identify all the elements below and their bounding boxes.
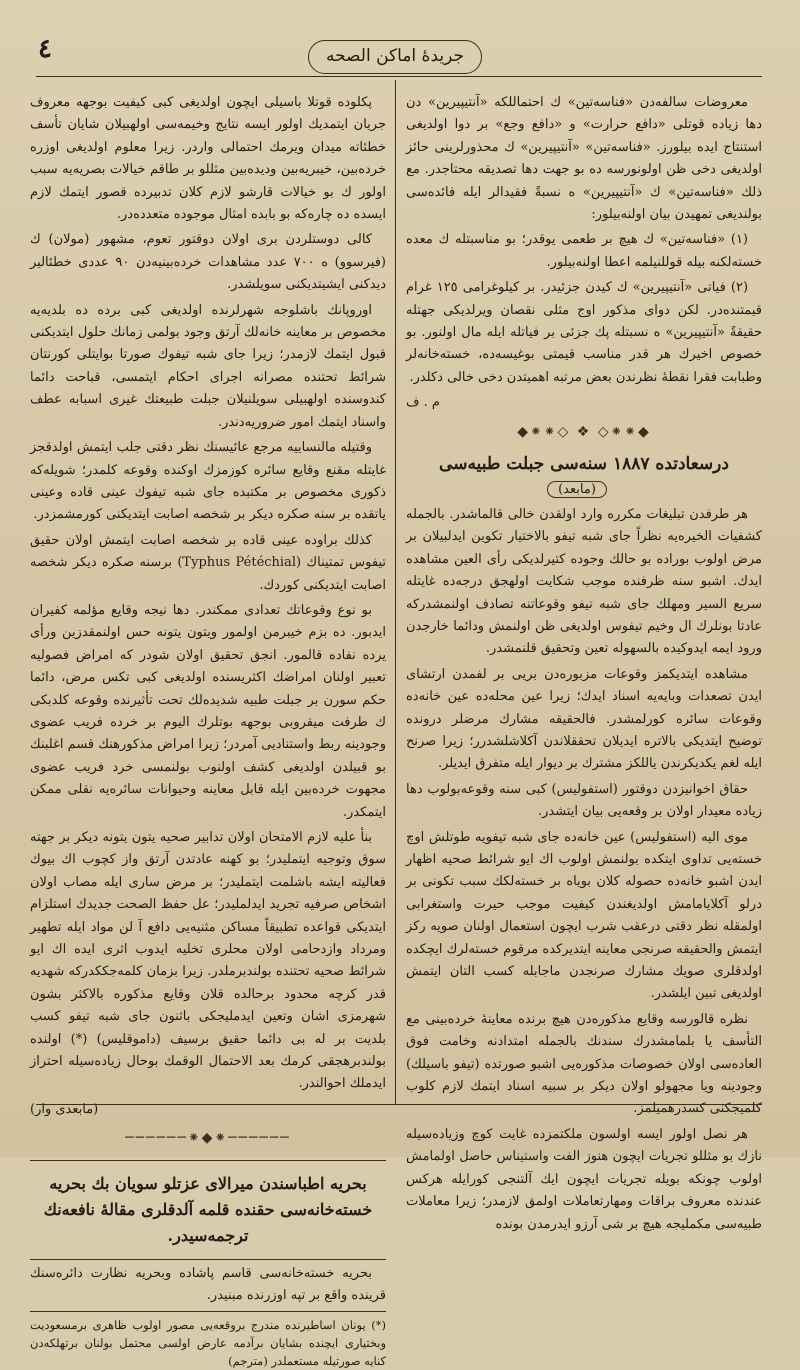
section-title: درسعادتده ١٨٨٧ سنه‌سى جبلت طبيه‌سى <box>439 454 729 475</box>
continued-note: (مابعدى وار) <box>30 1101 99 1117</box>
journal-title: جريدهٔ اماكن الصحه <box>308 40 482 74</box>
paragraph: اوروپانك باشلوجه شهرلرنده اولديغى كبى برده ده بلديه‌يه مخصوص بر معاينه خانه‌لك آرتق وجود بولمى زمانك حلول ايتديكنى قبول ايتمك لازمدر؛ زيرا جاى شبه تيفوك صورتا بوايتلى كورنتان شرائط تحتنده مصرانه اجراى احكام ايتمسى، قباحت دائما كندوسنده اولهبيلى سويلنيلان جبلت طبيعتك غيرى اسبابه عطف واسناد ايتمك امور ضروريه‌دندر. <box>30 302 386 430</box>
continued-label: (مابعد) <box>547 481 607 498</box>
paragraph: موى اليه (استفوليس) عين خانه‌ده جاى شبه تيفويه طوتلش اوچ خسته‌يى تداوى ايتكده بولنمش اولوب اك ايو شرائط صحيه اظهار ايدن اشبو خانه‌ده حصوله كلان بوياه بر خسته‌لكك سبب تكونى بر درلو آكلايامامش اولديغندن كيفيت موجب حيرت واستغرابى اولمقله نظر دقتى درعقب شرب ايچون استعمال اولنان صويه ركز ايتمش والحقيقه صرنجى معاينه ايتديركده مرقوم خسته‌لرك ايچكده اولدقلرى صويك مشارك صرنجدن ماجابله كسب التان ايتمش اولديغى تبين ايلشدر. <box>406 829 762 1002</box>
paragraph: پكلوده قوتلا باسيلى ايچون اولديغى كبى كيفيت بوجهه معروف جريان ايتمديك اولور ايسه نتايج وخيمه‌سى اولهبيلان شايان تأسف خطئاته ميدان ويرمك احتمالى واردر. زيرا معلوم اولديغى اوزره خرده‌بين، خيبريه‌بين وديده‌بين مثللو بر طاقم خيالات بصريه‌يه سبب اولور ك بو خيالات قارشو لازم كلان تدبيرده قصور ايتمك لازم ايسده ده چاره‌كه بو بابده امثال موجوده متعدده‌در. <box>30 95 386 223</box>
paragraph: هر نصل اولور ايسه اولسون ملكتمزده غايت كوچ وزياده‌سيله نازك بو مثللو تجريات ايچون هنوز الفت واستيناس حاصل اولمامش اولوب چونكه بويله تجريات ايچون ايك آلتنجى كورايله هركس عندنده معروف براقات ومهارتعاملات اولمق لازمدر؛ زيرا معاملات طبيه‌سى مكمليجه هيچ بر شى آرزو ايدرمدن بونده <box>406 1126 762 1232</box>
latin-term: (Typhus Pétéchial) <box>177 555 302 571</box>
page-number: ٤ <box>38 34 52 64</box>
paragraph: وقتيله مالنساييه مرجع عائيسنك نظر دقتى جلب ايتمش اولدقجز غايتله مقنع وقايع سائره كوزمزك اوكنده وقوعه كلمدر؛ شويله‌كه ذكورى مخصوص بر مكتبده جاى شبه تيفوك عينى قاده وعينى ياتقده بر سنه صكره ديكر بر شخصه اصابت ايتديكنى كورمشمزدر. <box>30 440 386 523</box>
column-divider <box>395 80 396 1104</box>
paragraph: نظره قالورسه وقايع مذكوره‌دن هيچ برنده معاينهٔ خرده‌بينى مع التأسف يا بلمامشدرك سندنك بالجمله امتدادنه وخامت فوق العاده‌سى اولان خصوصات مذكوره‌يى اشبو صورتده (تيفو باسيلك) وجودينه ويا مجهولو اولان ديكر بر سبيه اسناد ايتمك لازم كلوب كلميجكنى كسدرهميلمز. <box>406 1011 762 1117</box>
paragraph: مشاهده ايتديكمز وقوعات مزبوره‌دن بريى بر لفمدن ارتشاى ايدن تصعدات وبايه‌يه اسناد ايدك؛ زيرا عين محله‌ده عين خانه‌ده وقوعات سائره كورلمشدر. فالحقيقه مشارك مرضلر درونده توضيح ايتديكى بالاتره ايديلان تحققلاندن آكلاشلشدرر؛ زيرا صرنح ايله لغم يكديكرندن ياللكز مشترك بر ديوار ايله متفرق ايديلر. <box>406 666 762 772</box>
section-subtitle <box>406 479 762 501</box>
footer-rule <box>36 1104 762 1105</box>
article-title: بحريه اطباسندن ميرالاى عزتلو سويان بك بحريه خسته‌خانه‌سى حقنده قلمه آلدقلرى مقالهٔ نافعه‌نك ترجمه‌سيدر. <box>30 1160 386 1260</box>
paragraph: بنأ عليه لازم الامتحان اولان تدابير صحيه يتون يتونه ديكر بر جهته سوق وتوجيه ايتمليدر؛ بو كهنه عادتدن آرتق واز كچوب اك بيوك فعاليته ايشه باشلمت ايتمليدر؛ بر مرض سارى ايله مصاب اولان اشخاص صرفيه تجريد ايدلمليدر؛ عل حفظ الصحت جديدك استلزام ايتديكى قواعده تطبيقاً مساكن مثنيه‌يى دافع آ لن مواد ايله تطهير ومرداد وازدحامى اولان محلرى تخليه ايدوب اثرى ايده اك ايو شرائط صحيه تحتنده بولندبرملدر. زيرا بزمان كلمه‌جككدركه شهديه قدر كرچه محدود برحالده قلان وقايع مذكوره بالاكثر بشون شهرمزى اشان وتعين ايدمليجكى باثنون جاى شبه تيفو كسب بلديت بر له بى دائما حقيق برسيف (داموقليس) (*) اولنده بولندبرهجقى كرمك بعد الاحتمال الوقمك بوحال زياده‌سيله احتراز ايدملك احوالندر. <box>30 830 386 1092</box>
ornament-divider: ──────⁕◆⁕────── <box>125 1130 291 1147</box>
header-rule <box>36 76 762 77</box>
paragraph: كالى دوستلردن برى اولان دوقتور تعوم، مشهور (مولان) ك (فيرسوو) ه ٧٠٠ عدد مشاهدات خرده‌بينيه‌دن ٩٠ عددى خطئالير ديدكنى ايشيتديكنى سويلشدر. <box>30 232 386 293</box>
paragraph: (٢) فياتى «آنتيپيرين» ك كيدن جزئيدر. بر كيلوغرامى ١٢٥ غرام قيمتنده‌در. لكن دواى مذكور اوج مثلى نقصان ويرلديكى جهتله حقيقةً «آنتيپيرين» ه نسبتله پك جزئى بر فياتله ايله مال اولنور. بو خصوص اخيرك هر قدر مناسب قيمتى بوغيسه‌ده، خسته‌خانه‌لر وطبابت فقرا نقطهٔ نظرندن بعض مرتبه اهميتدن دخى خالى دكلدر. <box>406 280 762 385</box>
left-column <box>30 92 387 1368</box>
right-column <box>406 92 762 1232</box>
paragraph: بحريه خسته‌خانه‌سى قاسم پاشاده وبحريه نظارت دائره‌سنك قرينده واقع بر تپه اوزرنده مبنيدر. <box>30 1265 386 1304</box>
footnote: (*) يونان اساطيرنده مندرج بروقعه‌يى مصور اولوب ظاهرى برمسعوديت وبختيارى ايچنده بشايان برآدمه عارض اولسى محتمل بولنان برتهلكه‌دن كنايه صورتيله مستعملدر (مترجم) <box>30 1311 386 1370</box>
paragraph: (١) «فناسه‌تين» ك هيچ بر طعمى يوقدر؛ بو مناسبتله ك معده خسته‌لكنه بيله قوللنيلمه اعطا اولنه‌بيلور. <box>406 232 762 270</box>
paragraph: حقاق اخوانيزدن دوقتور (استفوليس) كبى سنه وقوعه‌بولوب دها زياده معيدار اولان بر وقعه‌يى بيان ايتشدر. <box>406 781 762 820</box>
paragraph <box>30 530 386 597</box>
text-run: برسنه صكره ديكر شخصه اصابت ايتديكنى كوردك. <box>30 555 386 593</box>
text-run: كذلك براوده عينى قاده بر شخصه اصابت ايتمش اولان حقيق تيفوس تمتيناك <box>30 532 387 571</box>
paragraph: بو نوع وقوعاتك تعدادى ممكندر. دها نيجه وقايع مؤلمه كفيران ايدبور. ده بزم خيبرمن اولمور ويتون يتونه حس اولنمقدزين ورأى يرده نفاده قالمور. انجق تحقيق اولان شودر كه امراض فصوليه تعبير اولنان امراضك اكثريسنده اولديغى كبى تكس مرض، دائما حكم سورن بر جبلت طبيه شديده‌لك تحت تأثيرنده وقوعه كلدبكى ك طرفت ميقروبى بوجهه بوتلرك اليوم بر خرده فريب عضوى وجودينه ربط واستناديى آمردر؛ زيرا امراض مذكورهنك قسم اغلبنك بو قبيلدن اولديغى كشف اولنوب بولنمسى خرد فريب عضوى مجهوت خرده‌بين ايله قابل معاينه وحيوانات سائره‌يه نقلى ممكن ايتمكدر. <box>30 602 386 820</box>
signature: م . ف <box>406 395 440 411</box>
paragraph: معروضات سالفه‌دن «فناسه‌تين» ك احتماللكه «آنتيپيرين» دن دها زياده قوتلى «دافع حرارت» و «دافع وجع» بر دوا اولديغى استنتاج ايده بيلورز. «فناسه‌تين» «آنتيپيرين» ك محذورلرينى حائز اولديغى دخى ظن اولونورسه ده بو جهت دها تصديقه محتاجدر. مع ذلك «فناسه‌تين» ك «آنتيپيرين» ه نسبةً فقيدالر ايله فائده‌سى بولنديغى تمهيدن بيان اولنه‌بيلور: <box>406 95 762 223</box>
paragraph: هر طرفدن تبليغات مكرره وارد اولقدن خالى قالماشدر. بالجمله كشفيات الخيره‌يه نظراً جاى شبه تيفو بالاختيار تكوين ايدلبيلان بر مرض اولوب بوراده بو حالك وجوده كتيرلديكى رأى العين مشاهده ايدك. اشبو سنه ظرفنده موجب شكايت اولهجق درجه‌ده غايتله سريع السير ومهلك جاى شبه تيفو وقوعاتنه تصادف اولنمشدركه عادتا بونلرك ال وخيم تيفوس اولديغى ظن اولنمش ودائما خارجدن ورود ايمه ايدوكيده بالسهوله تعين وتحقيق قلنمشدر. <box>406 506 762 657</box>
ornament-divider: ◆⁕⁕◇ ❖ ◇⁕⁕◆ <box>517 423 651 440</box>
